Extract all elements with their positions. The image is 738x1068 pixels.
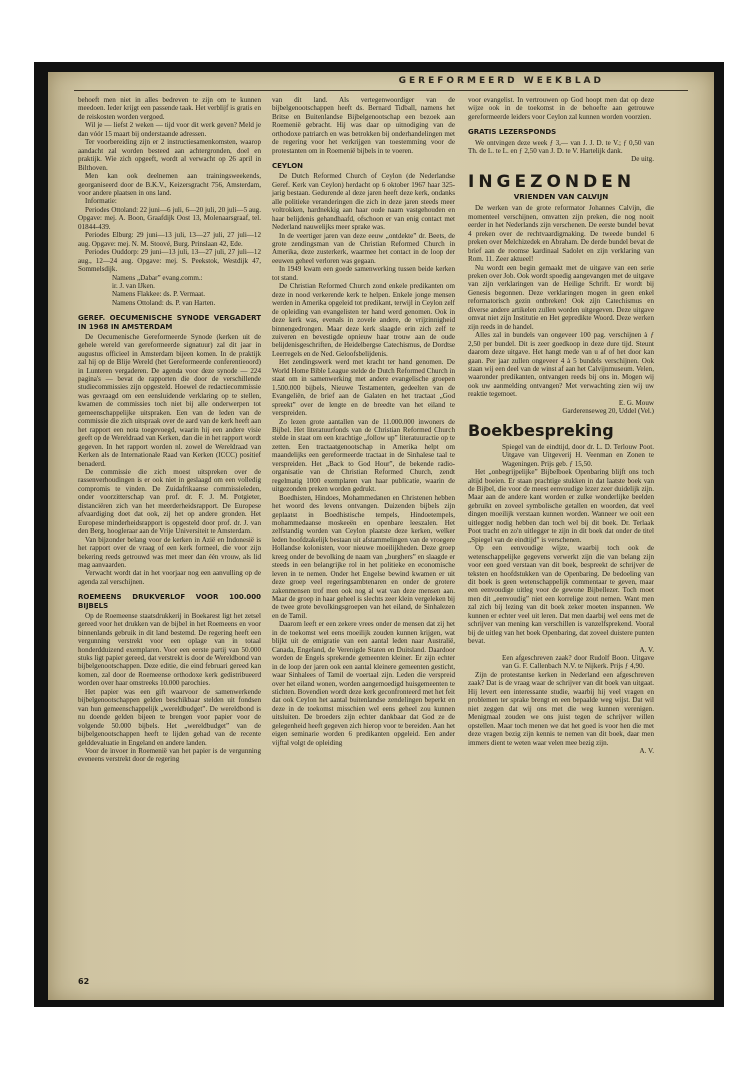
letter-subtitle: VRIENDEN VAN CALVIJN: [513, 191, 609, 201]
column-1: [78, 96, 261, 764]
article-heading: GRATIS LEZERSPONDS: [468, 128, 557, 137]
paragraph: Voor de invoer in Roemenië van het papier is de vergunning eveneens verstrekt door de regering: [78, 746, 261, 764]
signature-line: A. V.: [639, 645, 654, 654]
signature-line: Namens Ottoland: ds. P. van Harten.: [112, 298, 216, 307]
paragraph: Periodes Ottoland: 22 juni—6 juli, 6—20 juli, 20 juli—5 aug. Opgave: mej. A. Boon, Graafdijk Oost 13, Molenaarsgraaf, tel. 01844-439.: [78, 205, 261, 231]
signature-line: De uitg.: [631, 155, 654, 164]
paragraph: voor evangelist. In vertrouwen op God hoopt men dat op deze wijze ook in de toekomst in de behoefte aan getrouwe gereformeerde leiders voor Ceylon zal kunnen worden voorzien.: [468, 96, 654, 121]
paragraph: Daarom leeft er een zekere vrees onder de mensen dat zij het in de toekomst wel eens moeilijk zouden kunnen krijgen, wat blijkt uit de emigratie van een aantal leden naar Australië, Canada, Engeland, de Verenigde Staten en Duitsland. Daardoor worden de Engels sprekende gemeenten kleiner. Er zijn echter in de loop der jaren ook een aantal kleinere gemeenten gesticht, waar Sinhalees of Tamil de voertaal zijn. Leden die verspreid over het eiland wonen, worden aangemoedigd huisgemeenten te stichten. Bovendien wordt deze kerk geconfronteerd met het feit dat ook Ceylon het aantal buitenlandse zendelingen beperkt en deze in de toekomst misschien wel eens geheel zou kunnen uitsluiten. De broeders zijn echter dankbaar dat God ze de gelegenheid heeft gegeven zich hierop voor te bereiden. Aan het eigen seminarie worden 6 predikanten opgeleid. Een ander vijftal volgt de opleiding: [272, 620, 455, 747]
running-header: GEREFORMEERD WEEKBLAD: [398, 76, 604, 86]
paragraph: De commissie die zich moest uitspreken over de rassenverhoudingen is er ook niet in geslaagd om een volledig compromis te vinden. De Zuidafrikaanse commissieleden, onder voorzitterschap van prof. dr. F. J. M. Potgieter, distanciëren zich van het meerderheidsrapport. De Europese afvaardiging doet dat ook, zij het op andere gronden. Het Europese minderheidsrapport is opgesteld door prof. dr. J. van den Berg, hoogleraar aan de Vrije Universiteit te Amsterdam.: [78, 467, 261, 536]
signature-line: ir. J. van IJken.: [112, 281, 155, 290]
paragraph: In 1949 kwam een goede samenwerking tussen beide kerken tot stand.: [272, 265, 455, 282]
paragraph: De Oecumenische Gereformeerde Synode (kerken uit de gehele wereld van gereformeerde signatuur) zal dit jaar in augustus officieel in Amsterdam bijeen komen. In de praktijk zal hij op de Blije Wereld (het Gereformeerde conferentieoord) in Lunteren vergaderen. De agenda voor deze synode — 224 pagina's — bevat de rapporten die door de verschillende studiecommissies zijn opgesteld. Hoewel de redactiecommissie was gevraagd om een eensluidende verklaring op te stellen, kwamen de commissies toch niet bij alle onderwerpen tot gemeenschappelijke uitspraken. Een van de leden van de commissie die zich uitspraak over de aard van de kerk heeft aan het rapport een nota toegevoegd, waarin hij een andere visie geeft op de Wereldraad van Kerken, dan die in het rapport wordt gegeven. In het rapport worden nl. zowel de Wereldraad van Kerken als de Internationale Raad van Kerken (ICCC) positief benaderd.: [78, 332, 261, 468]
paragraph: We ontvingen deze week ƒ 3,— van J. J. D. te V.; ƒ 0,50 van Th. de L. te L. en ƒ 2,50 van J. D. te V. Hartelijk dank.: [468, 138, 654, 156]
paragraph: Informatie:: [85, 197, 117, 206]
paragraph: Het papier was een gift waarvoor de samenwerkende bijbelgenootschappen gelden beschikbaar stelden uit fondsen van hun gemeenschappelijk „wereldbudget”. De wereldbond is nu doende gelden bijeen te brengen voor papier voor de volgende 50.000 bijbels. Het „wereldbudget” van de bijbelgenootschappen heeft te lijden gehad van de recente gelddevaluatie in Engeland en andere landen.: [78, 687, 261, 747]
paragraph: In de veertiger jaren van deze eeuw „ontdekte” dr. Beets, de grote zendingsman van de Christian Reformed Church in Amerika, deze zusterkerk, waarmee het contact in de loop der eeuwen geheel verloren was gegaan.: [272, 231, 455, 265]
article-heading: GEREF. OECUMENISCHE SYNODE VERGADERT IN 1968 IN AMSTERDAM: [78, 314, 261, 331]
paragraph: Op de Roemeense staatsdrukkerij in Boekarest ligt het zetsel gereed voor het drukken van de bijbel in het Roemeens en voor binnenlands gebruik in dit land bestemd. De regering heeft een vergunning verstrekt voor een oplage van in totaal honderdduizend exemplaren. Voor een eerste partij van 50.000 stuks ligt papier gereed, dat verstrekt is door de Wereldbond van bijbelgenootschappen. Deze editie, die eind februari gereed kan komen, zal door de Roemeense orthodoxe kerk gedistribueerd worden over haar omstreeks 10.000 parochies.: [78, 611, 261, 688]
book-citation: Een afgeschreven zaak? door Rudolf Boon. Uitgave van G. F. Callenbach N.V. te Nijkerk. Prijs ƒ 4,90.: [502, 654, 654, 671]
section-title-boekbespreking: Boekbespreking: [468, 420, 614, 440]
magazine-page: [48, 72, 714, 1000]
paragraph: behoeft men niet in alles bedreven te zijn om te kunnen meedoen. Ieder krijgt een passende taak. Het verblijf is gratis en de reiskosten worden vergoed.: [78, 96, 261, 121]
signature-line: Namens „Dabar” evang.comm.:: [112, 273, 203, 282]
paragraph: Zo lezen grote aantallen van de 11.000.000 inwoners de Bijbel. Het literatuurfonds van de Christian Reformed Church stelde in staat om een krachtige „follow up” literatuuractie op te zetten. Een tractaatgenootschap in Amerika helpt om maandelijks een gereformeerde tractaat in de Sinhalese taal te verspreiden. Het „Back to God Hour”, de bekende radio-organisatie van de Christian Reformed Church, zendt regelmatig 1000 exemplaren van haar publicatie, waarin de uitgezonden preken worden gedrukt.: [272, 417, 455, 494]
paragraph: De Christian Reformed Church zond enkele predikanten om deze in nood verkerende kerk te helpen. Enkele jonge mensen werden in Amerika opgeleid tot predikant, terwijl in Ceylon zelf de opleiding van evangelisten ter hand werd genomen. Ook in deze kerk was, evenals in zovele andere, de vrijzinnigheid binnengedrongen. Maar deze kerk slaagde erin zich zelf te zuiveren en bevestigde opnieuw haar trouw aan de oude belijdenisgeschriften, de Heidelbergse Catechismus, de Dordtse Leerregels en de Ned. Geloofsbelijdenis.: [272, 282, 455, 358]
signature-line: A. V.: [639, 747, 654, 756]
paragraph: Nu wordt een begin gemaakt met de uitgave van een serie preken over Job. Ook wordt spoedig aangevangen met de uitgave van zijn verklaringen van de Heilige Schrift. Er wordt bij Genesis begonnen. Deze verklaringen mogen in geen enkel reformatorisch gezin ontbreken! Ook zijn Catechismus en diverse andere artikelen zullen worden uitgegeven. Deze uitgave omvat niet zijn Institutie en Het gepredikte Woord. Deze werken zijn reeds in de handel.: [468, 263, 654, 331]
paragraph: Ter voorbereiding zijn er 2 instructiesamenkomsten, waarop aandacht zal worden besteed aan achtergronden, doel en praktijk. Wie zich opgeeft, wordt al verwacht op 26 april in Bilthoven.: [78, 138, 261, 172]
article-heading: CEYLON: [272, 162, 304, 171]
paragraph: Periodes Elburg: 29 juni—13 juli, 13—27 juli, 27 juli—12 aug. Opgave: mej. N. M. Stoové, Burg. Prinslaan 42, Ede.: [78, 231, 261, 248]
paragraph: Het „onbegrijpelijke” Bijbelboek Openbaring blijft ons toch altijd boeien. Er staan prachtige stukken in dat laatste boek van de Bijbel, die voor de meest eenvoudige lezer zeer duidelijk zijn. Maar aan de andere kant worden er zulke wonderlijke beelden gebruikt en zoveel symbolische getallen en woorden, dat veel dingen moeilijk verstaan kunnen worden. Wanneer we ooit een uitlegger nodig hebben dan toch wel bij dit boek. Dr. Terlaak Poot tracht en zo'n uitlegger te zijn in dit boek dat onder de titel „Spiegel van de eindtijd” is verschenen.: [468, 468, 654, 544]
column-3: [468, 96, 654, 755]
paragraph: Boedhisten, Hindoes, Mohammedanen en Christenen hebben het woord des levens ontvangen. Duizenden bijbels zijn geplaatst in Boedhistische tempels, Hindoetempels, mohammedaanse moskeeën en openbare leeszalen. Het zelfstandig worden van Ceylon plaatste deze kerken, welker leden hoofdzakelijk bestaan uit afstammelingen van de vroegere Hollandse kolonisten, voor nieuwe moeilijkheden. Deze groep kreeg onder de bevolking de naam van „burghers” en slaagde er steeds in een belangrijke rol in het politieke en economische leven in te nemen. Onder het Engelse bewind kwamen er uit deze groep veel regeringsambtenaren en onder de grotere zakenmensen trof men ook nog al wat van deze mensen aan. Maar de groep in haar geheel is slechts zeer klein vergeleken bij de twee grote bevolkingsgroepen van het eiland, de Sinhalezen en de Tamil.: [272, 493, 455, 620]
paragraph: Men kan ook deelnemen aan trainingsweekends, georganiseerd door de B.K.V., Keizersgracht 756, Amsterdam, voor andere plaatsen in ons land.: [78, 172, 261, 197]
paragraph: De werken van de grote reformator Johannes Calvijn, die momenteel verschijnen, omvatten zijn preken, die nog nooit eerder in het Nederlands zijn verschenen. De eerste bundel bevat 4 preken over de rechtvaardigmaking. De tweede bundel 6 preken over Melchizedek en Abraham. De derde bundel bevat de brief aan de roomse kardinaal Sadolet en zijn verklaring van Rom. 11. Zeer aktueel!: [468, 204, 654, 264]
paragraph: Op een eenvoudige wijze, waarbij toch ook de wetenschappelijke gegevens verwerkt zijn die van belang zijn voor een goed verstaan van dit boek, bespreekt de schrijver de teksten en hoofdstukken van de Openbaring. De bedoeling van dit boek is geen wetenschappelijk commentaar te geven, maar een eenvoudige uitleg voor de gewone Bijbellezer. Toch moet men dit „eenvoudig” niet een korrelige zout nemen. Want men zal zich bij lezing van dit boek zeker moeten inspannen. We kunnen er echter veel uit leren. Dat men daarbij wel eens met de schrijver van mening kan verschillen is vanzelfsprekend. Vooral bij de uitleg van het boek Openbaring, dat zoveel duistere punten bevat.: [468, 544, 654, 646]
page-number: 62: [78, 977, 90, 986]
signature-line: E. G. Mouw: [618, 398, 654, 407]
book-citation: Spiegel van de eindtijd, door dr. L. D. Terlouw Poot. Uitgave van Uitgeverij H. Veenman en Zonen te Wageningen. Prijs geb. ƒ 15,50.: [502, 442, 654, 468]
article-heading: ROEMEENS DRUKVERLOF VOOR 100.000 BIJBELS: [78, 593, 261, 610]
paragraph: Van bijzonder belang voor de kerken in Azië en Indonesië is het rapport over de vraag of een kerk formeel, die voor zijn bekering reeds getrouwd was met meer dan één vrouw, als lid mag aanvaarden.: [78, 535, 261, 569]
section-title-ingezonden: INGEZONDEN: [468, 171, 636, 192]
signature-line: Namens Flakkee: ds. P. Vermaat.: [112, 290, 206, 299]
paragraph: Periodes Ouddorp: 29 juni—13 juli, 13—27 juli, 27 juli—12 aug., 12—24 aug. Opgave: mej. S. Peekstok, Westdijk 47, Sommelsdijk.: [78, 248, 261, 274]
paragraph: Alles zal in bundels van ongeveer 100 pag. verschijnen à ƒ 2,50 per bundel. Dit is zeer goedkoop in deze dure tijd. Steunt daarom deze uitgave. Het hangt mede van u af of het door kan gaan. Per jaar zullen ongeveer 4 à 5 bundels verschijnen. Ook staan wij een deel van de winst af aan het Calvijnmuseum. Velen, waaronder predikanten, ontvangen reeds bij ons in. Mogen wij ook uw aanmelding ontvangen? Met verwachting zien wij uw reaktie tegemoet.: [468, 331, 654, 399]
header-rule: [74, 90, 688, 91]
paragraph: De Dutch Reformed Church of Ceylon (de Nederlandse Geref. Kerk van Ceylon) herdacht op 6 oktober 1967 haar 325-jarig bestaan. Gedurende al deze jaren heeft deze kerk, ondanks alle politieke veranderingen die zich in deze jaren steeds meer voltrokken, hardnekkig aan haar oude naam vastgehouden en haar belijdenis gehandhaafd, ofschoon er van enig contact met Nederland nauwelijks meer sprake was.: [272, 172, 455, 232]
signature-address: Garderenseweg 20, Uddel (Vel.): [562, 407, 654, 416]
paragraph: van dit land. Als vertegenwoordiger van de bijbelgenootschappen heeft ds. Bernard Tidball, namens het Britse en Buitenlandse Bijbelgenootschap een bezoek aan Roemenië gebracht. Hij was daar op uitnodiging van de orthodoxe patriarch en was betrokken bij onderhandelingen met de regering voor het verkrijgen van toestemming voor de protestanten om in Roemenië bijbels in te voeren.: [272, 96, 455, 155]
paragraph: Verwacht wordt dat in het voorjaar nog een aanvulling op de agenda zal verschijnen.: [78, 569, 261, 586]
paragraph: Het zendingswerk werd met kracht ter hand genomen. De World Home Bible League stelde de Dutch Reformed Church in staat om in samenwerking met andere evangelische groepen 1.500.000 bijbels, Nieuwe Testamenten, gedeelten van de Evangeliën, de brief aan de Galaten en het tractaat „God spreekt” over de lengte en de breedte van het eiland te verspreiden.: [272, 358, 455, 418]
column-2: [272, 96, 455, 747]
paragraph: Zijn de protestantse kerken in Nederland een afgeschreven zaak? Dat is de vraag waar de schrijver van dit boek van uitgaat. Hij levert een interessante studie, waarbij hij veel vragen en problemen ter sprake brengt en een bepaalde weg wijst. Dat wil niet zeggen dat wij ons met die weg kunnen verenigen. Menigmaal zouden we ons juist tegen de schrijver willen opstellen. Maar toch menen we dat het goed is voor hen die met deze vragen bezig zijn kennis te nemen van dit boek, daar men immers dient te weten waar velen mee bezig zijn.: [468, 670, 654, 747]
paragraph: Wil je — liefst 2 weken — tijd voor dit werk geven? Meld je dan vóór 15 maart bij onderstaande adressen.: [78, 121, 261, 138]
